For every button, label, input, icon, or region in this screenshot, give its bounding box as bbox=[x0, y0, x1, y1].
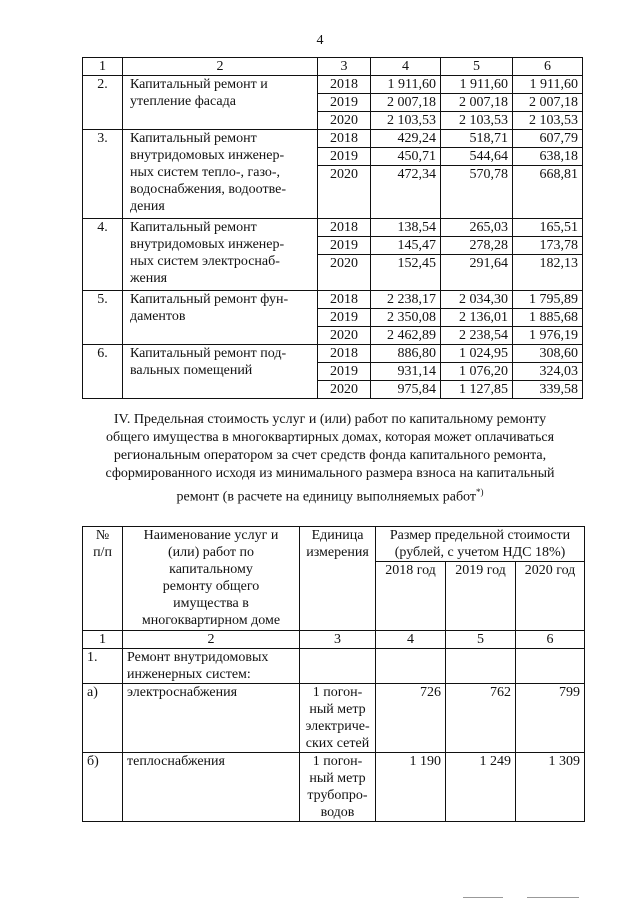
column-number: 3 bbox=[300, 631, 376, 649]
value-cell: 2 007,18 bbox=[441, 94, 513, 112]
heading-line: ремонт (в расчете на единицу выполняемых работ*) bbox=[176, 487, 484, 505]
value-cell: 726 bbox=[376, 684, 446, 753]
cell-line: ремонту общего bbox=[162, 579, 260, 594]
value-cell: 570,78 bbox=[441, 166, 513, 219]
column-number: 2 bbox=[123, 58, 318, 76]
cell-line: измерения bbox=[306, 545, 369, 560]
value-cell: 1 911,60 bbox=[441, 76, 513, 94]
header-year: 2018 год bbox=[376, 562, 446, 631]
table-header-row bbox=[83, 631, 585, 649]
cell-line: жения bbox=[130, 271, 168, 286]
unit-cell bbox=[300, 753, 376, 822]
value-cell: 1 976,19 bbox=[513, 327, 583, 345]
work-name bbox=[123, 753, 300, 822]
year-cell: 2018 bbox=[318, 76, 371, 94]
table-row bbox=[83, 219, 583, 237]
footer-marks bbox=[0, 895, 640, 905]
cell-line: Капитальный ремонт bbox=[130, 220, 257, 235]
table-header-row bbox=[83, 58, 583, 76]
value-cell: 1 249 bbox=[446, 753, 516, 822]
column-number: 1 bbox=[83, 631, 123, 649]
page-number: 4 bbox=[316, 33, 324, 48]
column-number: 6 bbox=[516, 631, 585, 649]
cell-line: 1 погон- bbox=[312, 754, 363, 769]
cell-line: № bbox=[95, 528, 110, 543]
value-cell: 1 076,20 bbox=[441, 363, 513, 381]
column-number: 6 bbox=[513, 58, 583, 76]
cell-line: трубопро- bbox=[307, 788, 368, 803]
year-cell: 2020 bbox=[318, 327, 371, 345]
table-row bbox=[83, 76, 583, 94]
year-cell: 2019 bbox=[318, 237, 371, 255]
value-cell: 1 024,95 bbox=[441, 345, 513, 363]
header-limit-cost bbox=[376, 527, 585, 562]
value-cell: 2 238,17 bbox=[371, 291, 441, 309]
value-cell: 450,71 bbox=[371, 148, 441, 166]
cell-line: капитальному bbox=[169, 562, 253, 577]
unit-cell bbox=[300, 684, 376, 753]
cell-line: электриче- bbox=[305, 719, 370, 734]
row-number: 2. bbox=[83, 76, 123, 130]
value-cell: 138,54 bbox=[371, 219, 441, 237]
cell-line: инженерных систем: bbox=[127, 667, 251, 682]
cell-line: имущества в bbox=[173, 596, 249, 611]
value-cell: 145,47 bbox=[371, 237, 441, 255]
value-cell: 638,18 bbox=[513, 148, 583, 166]
value-cell: 1 127,85 bbox=[441, 381, 513, 399]
cell-line: п/п bbox=[93, 545, 112, 560]
table-row bbox=[83, 345, 583, 363]
year-cell: 2018 bbox=[318, 291, 371, 309]
value-cell bbox=[446, 649, 516, 684]
work-name bbox=[123, 130, 318, 219]
cell-line: водоснабжения, водоотве- bbox=[130, 182, 286, 197]
value-cell: 518,71 bbox=[441, 130, 513, 148]
costs-by-year-table bbox=[82, 57, 583, 399]
column-number: 4 bbox=[376, 631, 446, 649]
value-cell: 1 190 bbox=[376, 753, 446, 822]
table-header-row bbox=[83, 527, 585, 562]
table-row bbox=[83, 291, 583, 309]
cell-line: теплоснабжения bbox=[127, 754, 225, 769]
header-year: 2020 год bbox=[516, 562, 585, 631]
section-iv-heading bbox=[80, 411, 580, 507]
heading-line: сформированного исходя из минимального размера взноса на капитальный bbox=[105, 466, 555, 481]
value-cell bbox=[516, 649, 585, 684]
cell-line: водов bbox=[320, 805, 355, 820]
footnote-mark: *) bbox=[476, 487, 484, 497]
heading-line: общего имущества в многоквартирных домах, которая может оплачиваться bbox=[105, 430, 555, 445]
value-cell: 2 238,54 bbox=[441, 327, 513, 345]
value-cell: 2 034,30 bbox=[441, 291, 513, 309]
cell-line: 1 погон- bbox=[312, 685, 363, 700]
value-cell: 291,64 bbox=[441, 255, 513, 291]
value-cell: 173,78 bbox=[513, 237, 583, 255]
value-cell: 2 103,53 bbox=[371, 112, 441, 130]
column-number: 2 bbox=[123, 631, 300, 649]
table-row bbox=[83, 753, 585, 822]
column-number: 4 bbox=[371, 58, 441, 76]
value-cell: 1 911,60 bbox=[513, 76, 583, 94]
cell-line: Ремонт внутридомовых bbox=[127, 650, 269, 665]
year-cell: 2018 bbox=[318, 219, 371, 237]
value-cell: 339,58 bbox=[513, 381, 583, 399]
value-cell: 2 103,53 bbox=[441, 112, 513, 130]
value-cell bbox=[376, 649, 446, 684]
value-cell: 975,84 bbox=[371, 381, 441, 399]
value-cell: 2 136,01 bbox=[441, 309, 513, 327]
cell-line: ный метр bbox=[309, 702, 366, 717]
column-number: 1 bbox=[83, 58, 123, 76]
value-cell: 1 795,89 bbox=[513, 291, 583, 309]
value-cell: 2 007,18 bbox=[371, 94, 441, 112]
year-cell: 2018 bbox=[318, 130, 371, 148]
value-cell: 1 911,60 bbox=[371, 76, 441, 94]
value-cell: 278,28 bbox=[441, 237, 513, 255]
year-cell: 2020 bbox=[318, 166, 371, 219]
work-name bbox=[123, 684, 300, 753]
cell-line: внутридомовых инженер- bbox=[130, 148, 285, 163]
cell-line: вальных помещений bbox=[130, 363, 253, 378]
cell-line: внутридомовых инженер- bbox=[130, 237, 285, 252]
year-cell: 2019 bbox=[318, 148, 371, 166]
year-cell: 2019 bbox=[318, 363, 371, 381]
value-cell: 1 309 bbox=[516, 753, 585, 822]
value-cell: 931,14 bbox=[371, 363, 441, 381]
value-cell: 607,79 bbox=[513, 130, 583, 148]
limit-cost-table bbox=[82, 526, 585, 822]
work-name bbox=[123, 76, 318, 130]
row-number: а) bbox=[83, 684, 123, 753]
cell-line: Капитальный ремонт bbox=[130, 131, 257, 146]
value-cell: 265,03 bbox=[441, 219, 513, 237]
value-cell: 886,80 bbox=[371, 345, 441, 363]
work-name bbox=[123, 291, 318, 345]
cell-line: Размер предельной стоимости bbox=[389, 528, 571, 543]
row-number: 6. bbox=[83, 345, 123, 399]
value-cell: 2 350,08 bbox=[371, 309, 441, 327]
footer-rule bbox=[527, 897, 579, 898]
year-cell: 2019 bbox=[318, 309, 371, 327]
cell-line: (рублей, с учетом НДС 18%) bbox=[394, 545, 566, 560]
row-number: 5. bbox=[83, 291, 123, 345]
cell-line: Капитальный ремонт фун- bbox=[130, 292, 289, 307]
heading-line: региональным оператором за счет средств фонда капитального ремонта, bbox=[113, 448, 547, 463]
value-cell: 1 885,68 bbox=[513, 309, 583, 327]
footer-rule bbox=[463, 897, 503, 898]
cell-line: Наименование услуг и bbox=[143, 528, 279, 543]
work-name bbox=[123, 219, 318, 291]
cell-line: Капитальный ремонт под- bbox=[130, 346, 287, 361]
column-number: 3 bbox=[318, 58, 371, 76]
value-cell: 165,51 bbox=[513, 219, 583, 237]
cell-line: электроснабжения bbox=[127, 685, 238, 700]
cell-line: утепление фасада bbox=[130, 94, 236, 109]
value-cell: 472,34 bbox=[371, 166, 441, 219]
column-number: 5 bbox=[446, 631, 516, 649]
cell-line: ских сетей bbox=[305, 736, 370, 751]
work-name bbox=[123, 345, 318, 399]
value-cell: 668,81 bbox=[513, 166, 583, 219]
row-number: 4. bbox=[83, 219, 123, 291]
cell-line: ных систем электроснаб- bbox=[130, 254, 280, 269]
value-cell: 308,60 bbox=[513, 345, 583, 363]
year-cell: 2020 bbox=[318, 112, 371, 130]
cell-line: Единица bbox=[311, 528, 364, 543]
row-number: б) bbox=[83, 753, 123, 822]
year-cell: 2018 bbox=[318, 345, 371, 363]
year-cell: 2020 bbox=[318, 255, 371, 291]
header-unit bbox=[300, 527, 376, 631]
cell-line: ных систем тепло-, газо-, bbox=[130, 165, 281, 180]
cell-line: многоквартирном доме bbox=[141, 613, 281, 628]
value-cell: 799 bbox=[516, 684, 585, 753]
row-number: 3. bbox=[83, 130, 123, 219]
value-cell: 429,24 bbox=[371, 130, 441, 148]
header-name bbox=[123, 527, 300, 631]
cell-line: ный метр bbox=[309, 771, 366, 786]
cell-line: даментов bbox=[130, 309, 186, 324]
column-number: 5 bbox=[441, 58, 513, 76]
table-row bbox=[83, 130, 583, 148]
row-number: 1. bbox=[83, 649, 123, 684]
work-name bbox=[123, 649, 300, 684]
value-cell: 182,13 bbox=[513, 255, 583, 291]
cell-line: дения bbox=[130, 199, 165, 214]
year-cell: 2020 bbox=[318, 381, 371, 399]
unit-cell bbox=[300, 649, 376, 684]
value-cell: 2 103,53 bbox=[513, 112, 583, 130]
value-cell: 544,64 bbox=[441, 148, 513, 166]
value-cell: 324,03 bbox=[513, 363, 583, 381]
table-row bbox=[83, 649, 585, 684]
value-cell: 762 bbox=[446, 684, 516, 753]
table-row bbox=[83, 684, 585, 753]
value-cell: 2 462,89 bbox=[371, 327, 441, 345]
heading-line: IV. Предельная стоимость услуг и (или) работ по капитальному ремонту bbox=[113, 412, 547, 427]
header-year: 2019 год bbox=[446, 562, 516, 631]
cell-line: (или) работ по bbox=[167, 545, 255, 560]
cell-line: Капитальный ремонт и bbox=[130, 77, 268, 92]
header-no bbox=[83, 527, 123, 631]
year-cell: 2019 bbox=[318, 94, 371, 112]
value-cell: 2 007,18 bbox=[513, 94, 583, 112]
value-cell: 152,45 bbox=[371, 255, 441, 291]
